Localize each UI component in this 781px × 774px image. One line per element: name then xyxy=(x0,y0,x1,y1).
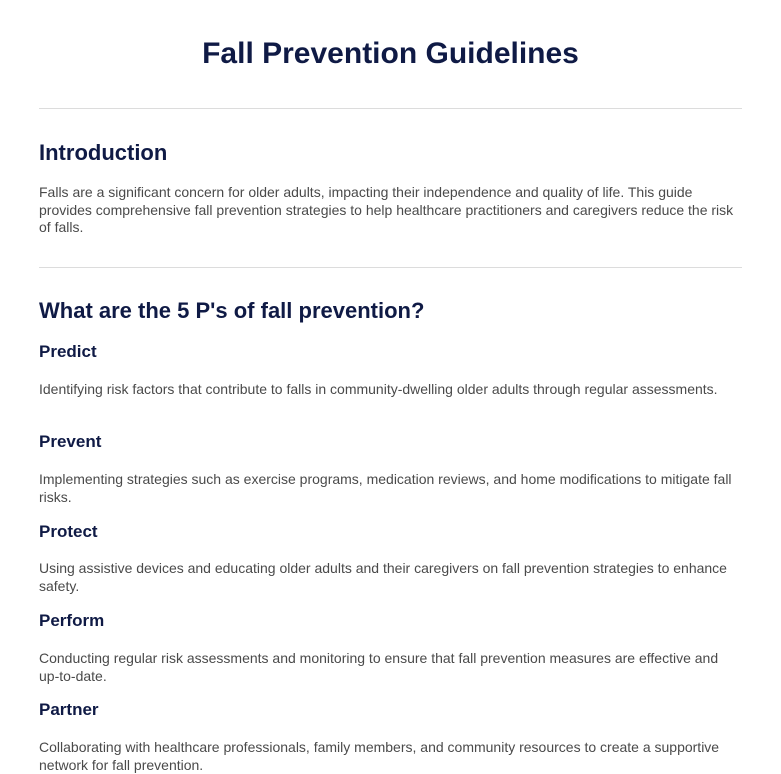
introduction-paragraph: Falls are a significant concern for older adults, impacting their independence and quality of life. This guide provides comprehensive fall prevention strategies to help healthcare practitioners and caregivers reduce the risk of falls. xyxy=(39,184,734,235)
prevent-paragraph: Implementing strategies such as exercise programs, medication reviews, and home modifications to mitigate fall risks. xyxy=(39,471,732,505)
perform-paragraph: Conducting regular risk assessments and monitoring to ensure that fall prevention measures are effective and up-to-date. xyxy=(39,650,719,684)
perform-heading: Perform xyxy=(39,611,105,630)
document-title: Fall Prevention Guidelines xyxy=(202,37,579,70)
predict-paragraph: Identifying risk factors that contribute to falls in community-dwelling older adults through regular assessments. xyxy=(39,381,718,397)
divider xyxy=(39,267,742,268)
partner-paragraph: Collaborating with healthcare professionals, family members, and community resources to create a supportive network for fall prevention. xyxy=(39,739,720,773)
partner-heading: Partner xyxy=(39,700,99,719)
divider xyxy=(39,108,742,109)
five-ps-heading: What are the 5 P's of fall prevention? xyxy=(39,298,425,323)
introduction-heading: Introduction xyxy=(39,140,168,165)
predict-heading: Predict xyxy=(39,342,97,361)
protect-heading: Protect xyxy=(39,522,98,541)
prevent-heading: Prevent xyxy=(39,432,102,451)
protect-paragraph: Using assistive devices and educating older adults and their caregivers on fall prevention strategies to enhance safety. xyxy=(39,560,727,594)
